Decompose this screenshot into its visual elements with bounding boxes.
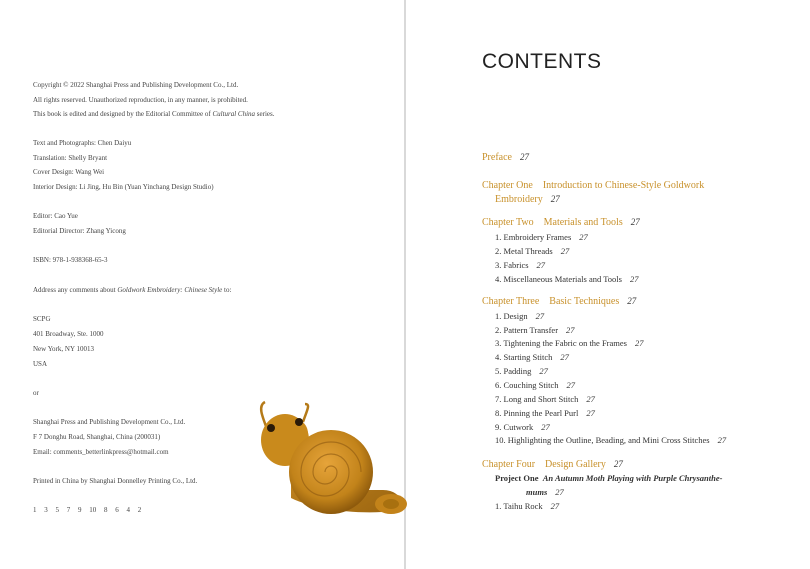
toc-chapter-four[interactable] [482,459,623,470]
print-number-line: 1 3 5 7 9 10 8 6 4 2 [33,506,142,514]
toc-item[interactable]: 4. Starting Stitch 27 [495,352,569,362]
project-one-title: An Autumn Moth Playing with Purple Chrysanthe- [542,473,723,483]
chapter-two-title: Materials and Tools [543,217,623,228]
toc-chapter-two[interactable] [482,217,640,228]
address-us-city: New York, NY 10013 [33,345,94,353]
toc-chapter-three[interactable] [482,296,636,307]
chapter-three-page: 27 [627,296,637,306]
chapter-four-title: Design Gallery [545,459,606,470]
toc-item[interactable]: 2. Pattern Transfer 27 [495,325,575,335]
chapter-two-page: 27 [630,217,640,227]
credit-translation: Translation: Shelly Bryant [33,154,108,162]
chapter-one-title: Introduction to Chinese-Style Goldwork [542,180,705,191]
credit-cover: Cover Design: Wang Wei [33,168,105,176]
chapter-three-title: Basic Techniques [549,296,620,307]
toc-item[interactable]: 5. Padding 27 [495,366,548,376]
address-us-street: 401 Broadway, Ste. 1000 [33,330,104,338]
toc-item[interactable]: 8. Pinning the Pearl Purl 27 [495,408,595,418]
chapter-four-num: Chapter Four [482,459,536,470]
printed-line: Printed in China by Shanghai Donnelley Printing Co., Ltd. [33,477,198,485]
toc-item[interactable]: 2. Metal Threads 27 [495,246,570,256]
goldwork-snail-image [255,398,415,528]
address-us-country: USA [33,360,48,368]
chapter-two-num: Chapter Two [482,217,534,228]
toc-item[interactable]: 1. Embroidery Frames 27 [495,232,588,242]
editor-line: Editor: Cao Yue [33,212,78,220]
toc-project-one-cont[interactable] [526,487,564,497]
project-one-lead: Project One [495,473,539,483]
toc-item[interactable]: 10. Highlighting the Outline, Beading, and Mini Cross Stitches 27 [495,435,727,445]
address-cn-name: Shanghai Press and Publishing Development Co., Ltd. [33,418,186,426]
toc-item[interactable]: 1. Taihu Rock 27 [495,501,560,511]
toc-item[interactable]: 9. Cutwork 27 [495,422,550,432]
rights-line: All rights reserved. Unauthorized reproduction, in any manner, is prohibited. [33,96,248,104]
or-text: or [33,389,39,397]
project-one-page: 27 [555,487,564,497]
copyright-line: Copyright © 2022 Shanghai Press and Publishing Development Co., Ltd. [33,81,239,89]
chapter-three-num: Chapter Three [482,296,540,307]
toc-preface[interactable] [482,152,529,163]
project-one-title-cont: mums [526,487,548,497]
chapter-one-title-cont: Embroidery [495,194,543,205]
preface-label: Preface [482,152,512,163]
address-cn-email: Email: comments_betterlinkpress@hotmail.com [33,448,169,456]
credit-text: Text and Photographs: Chen Daiyu [33,139,132,147]
contents-title: CONTENTS [482,50,602,73]
chapter-one-page: 27 [550,194,560,204]
comments-line: Address any comments about Goldwork Embroidery: Chinese Style to: [33,286,232,294]
toc-item[interactable]: 1. Design 27 [495,311,545,321]
toc-chapter-one-cont[interactable] [495,194,560,205]
edited-line: This book is edited and designed by the Editorial Committee of Cultural China series. [33,110,275,118]
toc-project-one[interactable] [495,473,722,483]
preface-page: 27 [519,152,529,162]
address-cn-street: F 7 Donghu Road, Shanghai, China (200031) [33,433,161,441]
right-page [406,0,810,569]
isbn-line: ISBN: 978-1-938368-65-3 [33,256,108,264]
chapter-one-num: Chapter One [482,180,533,191]
address-us-name: SCPG [33,315,51,323]
toc-item[interactable]: 3. Fabrics 27 [495,260,546,270]
toc-item[interactable]: 4. Miscellaneous Materials and Tools 27 [495,274,639,284]
editorial-director-line: Editorial Director: Zhang Yicong [33,227,126,235]
chapter-four-page: 27 [613,459,623,469]
toc-item[interactable]: 3. Tightening the Fabric on the Frames 27 [495,338,644,348]
toc-item[interactable]: 7. Long and Short Stitch 27 [495,394,595,404]
toc-item[interactable]: 6. Couching Stitch 27 [495,380,576,390]
toc-chapter-one[interactable] [482,180,704,191]
credit-interior: Interior Design: Li Jing, Hu Bin (Yuan Yinchang Design Studio) [33,183,214,191]
